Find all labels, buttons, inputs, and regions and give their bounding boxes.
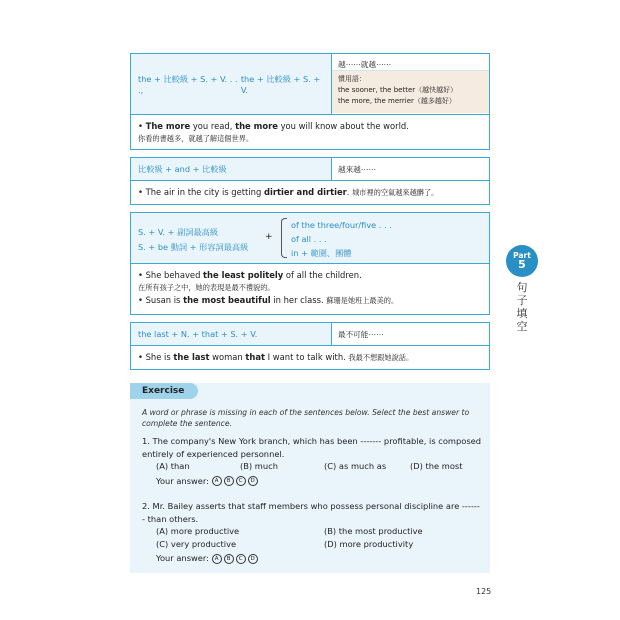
rule-box-superlative <box>130 212 490 315</box>
part-title: 句子填空 <box>516 281 528 333</box>
option-c[interactable]: (C) as much as <box>324 461 387 471</box>
example <box>131 264 489 313</box>
formula-part-a: the + 比較級 + S. + V. . . ., <box>138 73 238 95</box>
formula <box>131 54 331 114</box>
example-translation: 你看的書越多，就越了解這個世界。 <box>138 133 254 143</box>
rule-row <box>131 54 489 115</box>
answer-label: Your answer: <box>156 553 209 563</box>
idiom-2: the more, the merrier（越多越好） <box>338 97 456 105</box>
answer-label: Your answer: <box>156 475 209 486</box>
example-text: She is <box>145 352 174 362</box>
formula-2: S. + be 動詞 + 形容詞最高級 <box>138 242 249 252</box>
idiom-1: the sooner, the better（越快越好） <box>338 86 458 94</box>
example-text: I want to talk with. <box>265 352 349 362</box>
option-a[interactable]: (A) than <box>156 461 190 471</box>
example <box>131 346 489 370</box>
formula-list <box>138 225 248 255</box>
page-number: 125 <box>476 587 492 596</box>
answer-bubble-b[interactable]: B <box>224 476 234 486</box>
option-c[interactable]: (C) very productive <box>156 538 237 549</box>
option-list <box>291 218 392 260</box>
example-translation: 蘇珊是她班上最美的。 <box>326 296 399 305</box>
option-b[interactable]: (B) much <box>240 461 278 471</box>
brace <box>281 218 287 258</box>
exercise-section <box>130 383 490 573</box>
exercise-tab: Exercise <box>130 383 198 399</box>
question-1 <box>142 435 482 487</box>
rule-row <box>131 323 489 346</box>
option-b[interactable]: (B) the most productive <box>324 526 423 536</box>
option-d[interactable]: (D) the most <box>410 461 463 471</box>
answer-row <box>142 475 482 488</box>
answer-bubble-c[interactable]: C <box>236 476 246 486</box>
rule-row <box>131 213 489 264</box>
formula: 比較級 + and + 比較級 <box>138 163 227 174</box>
example-translation: 城市裡的空氣越來越髒了。 <box>352 188 439 197</box>
meaning: 最不可能⋯⋯ <box>331 323 489 345</box>
rule-box-the-comparative <box>130 53 490 150</box>
option-2: of all . . . <box>291 234 327 244</box>
option-a[interactable]: (A) more productive <box>156 526 240 536</box>
example-text: you read, <box>190 121 236 131</box>
example-bold: that <box>245 352 266 362</box>
example-text: you will know about the world. <box>277 121 409 131</box>
rule-row <box>131 158 489 181</box>
idiom-note <box>332 71 489 113</box>
example-bold: the last <box>173 352 210 362</box>
example-text: in her class. <box>270 295 327 305</box>
example-text: of all the children. <box>283 270 362 280</box>
answer-bubble-d[interactable]: D <box>248 476 258 486</box>
formula-1: S. + V. + 副詞最高級 <box>138 227 219 237</box>
rule-box-the-last <box>130 322 490 370</box>
example-text: Susan is <box>145 295 184 305</box>
formula: the last + N. + that + S. + V. <box>138 329 258 339</box>
answer-bubble-c[interactable]: C <box>236 554 246 564</box>
part-label: Part <box>513 251 531 260</box>
formula-part-b: the + 比較級 + S. + V. <box>240 73 321 95</box>
example-bold: The more <box>145 121 191 131</box>
example-text: The air in the city is getting <box>145 187 264 197</box>
example-bold: the least politely <box>203 270 284 280</box>
answer-row <box>142 552 482 565</box>
plus-sign: + <box>265 232 273 242</box>
example-text: . <box>346 187 353 197</box>
answer-bubble-d[interactable]: D <box>248 554 258 564</box>
option-d[interactable]: (D) more productivity <box>324 538 414 549</box>
option-list <box>142 525 482 550</box>
option-1: of the three/four/five . . . <box>291 220 392 230</box>
rule-box-and-comparative <box>130 157 490 205</box>
example-translation: 在所有孩子之中，她的表現是最不禮貌的。 <box>138 282 275 292</box>
part-badge <box>506 245 538 277</box>
example-text: She behaved <box>145 270 204 280</box>
option-list <box>142 460 482 473</box>
question-text: 1. The company's New York branch, which has been ------- profitable, is composed entirely of experienced personnel. <box>142 436 482 459</box>
meaning: 越來越⋯⋯ <box>331 158 489 180</box>
option-3: in + 範圍、團體 <box>291 248 352 258</box>
example-text: woman <box>209 352 246 362</box>
part-number: 5 <box>518 258 526 271</box>
meaning: 越⋯⋯就越⋯⋯ <box>332 54 489 71</box>
example <box>131 115 489 150</box>
answer-bubble-a[interactable]: A <box>212 554 222 564</box>
part-side-tab <box>506 245 538 333</box>
answer-bubble-b[interactable]: B <box>224 554 234 564</box>
example-bold: dirtier and dirtier <box>263 187 347 197</box>
question-2 <box>142 500 482 565</box>
question-text: 2. Mr. Bailey asserts that staff members who possess personal discipline are ------- than others. <box>142 501 480 524</box>
example-bold: the most beautiful <box>183 295 271 305</box>
example-translation: 我最不想跟她說話。 <box>348 353 414 362</box>
example <box>131 181 489 205</box>
exercise-instructions: A word or phrase is missing in each of the sentences below. Select the best answer to complete the sentence. <box>142 408 470 428</box>
example-bold: the more <box>235 121 278 131</box>
meaning-cell <box>331 54 489 114</box>
idiom-label: 慣用語： <box>338 75 366 83</box>
answer-bubble-a[interactable]: A <box>212 476 222 486</box>
